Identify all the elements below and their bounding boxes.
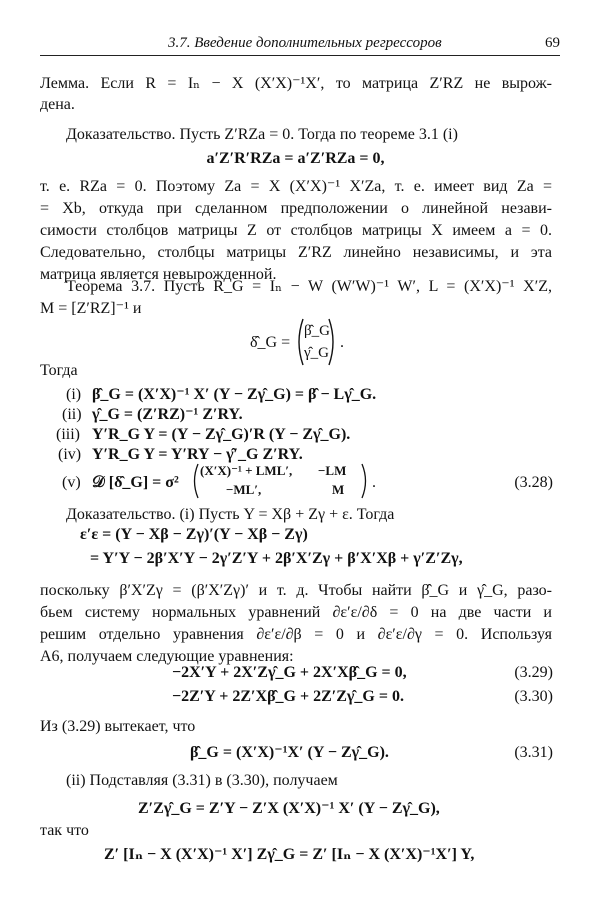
proof2-eq-4: Z′Zγ̂_G = Z′Y − Z′X (X′X)⁻¹ X′ (Y − Zγ̂_G), — [138, 800, 440, 817]
item-label: (iii) — [56, 426, 80, 443]
proof2-line-4: решим отдельно уравнения ∂ε′ε/∂β = 0 и ∂ε′ε/∂γ = 0. Используя — [40, 626, 552, 643]
lemma-line-1: Лемма. Если R = Iₙ − X (X′X)⁻¹X′, то матрица Z′RZ не вырож- — [40, 75, 552, 92]
section-title: 3.7. Введение дополнительных регрессоров — [168, 35, 442, 51]
equation-number: (3.29) — [514, 664, 553, 681]
proof1-line-5: Следовательно, столбцы матрицы Z′RZ линейно независимы, и эта — [40, 244, 552, 261]
then-word: Тогда — [40, 362, 78, 379]
equation-number: (3.30) — [514, 688, 553, 705]
proof2-line-3: бьем систему нормальных уравнений ∂ε′ε/∂δ = 0 на две части и — [40, 604, 552, 621]
item-text: Y′R_G Y = (Y − Zγ̂_G)′R (Y − Zγ̂_G). — [92, 426, 351, 443]
proof2-line-5: A6, получаем следующие уравнения: — [40, 648, 294, 665]
theorem-line-1: Теорема 3.7. Пусть R_G = Iₙ − W (W′W)⁻¹ W′, L = (X′X)⁻¹ X′Z, — [66, 278, 552, 295]
delta-lhs: δ̂_G = — [250, 334, 291, 351]
proof2-line-8: так что — [40, 822, 89, 839]
item-label: (ii) — [62, 406, 82, 423]
lemma-line-2: дена. — [40, 96, 75, 113]
proof1-line-1: Доказательство. Пусть Z′RZa = 0. Тогда по теореме 3.1 (i) — [66, 126, 458, 143]
proof2-eq-2: = Y′Y − 2β′X′Y − 2γ′Z′Y + 2β′X′Zγ + β′X′Xβ + γ′Z′Zγ, — [90, 550, 463, 567]
proof1-line-3: = Xb, откуда при сделанном предположении о линейной незави- — [40, 200, 552, 217]
equation-number: (3.28) — [514, 474, 553, 491]
delta-tail: . — [340, 334, 344, 351]
page-number: 69 — [545, 35, 560, 51]
delta-top: β̂_G — [304, 323, 330, 339]
item-text: Y′R_G Y = Y′RY − γ̂′_G Z′RY. — [92, 446, 303, 463]
matrix-cell: (X′X)⁻¹ + LML′, — [200, 463, 293, 478]
item-text: β̂_G = (X′X)⁻¹ X′ (Y − Zγ̂_G) = β̂ − Lγ̂_G. — [92, 386, 377, 403]
item-label: (i) — [66, 386, 82, 403]
proof1-line-2: т. е. RZa = 0. Поэтому Za = X (X′X)⁻¹ X′Za, т. е. имеет вид Za = — [40, 178, 552, 195]
proof2-line-7: (ii) Подставляя (3.31) в (3.30), получаем — [66, 772, 338, 789]
equation-number: (3.31) — [514, 744, 553, 761]
proof1-equation: a′Z′R′RZa = a′Z′RZa = 0, — [206, 150, 385, 167]
proof2-line-1: Доказательство. (i) Пусть Y = Xβ + Zγ + ε. Тогда — [66, 506, 395, 523]
delta-bottom: γ̂_G — [304, 345, 329, 361]
theorem-line-2: M = [Z′RZ]⁻¹ и — [40, 300, 142, 317]
proof1-line-4: симости столбцов матрицы Z от столбцов матрицы X имеем a = 0. — [40, 222, 552, 239]
equation-3-30: −2Z′Y + 2Z′Xβ̂_G + 2Z′Zγ̂_G = 0. — [172, 688, 404, 705]
item-label: (v) — [62, 474, 81, 491]
running-header — [40, 33, 560, 56]
item-label: (iv) — [58, 446, 82, 463]
matrix-cell: −ML′, — [226, 482, 262, 497]
item-text: γ̂_G = (Z′RZ)⁻¹ Z′RY. — [92, 406, 243, 423]
item-v-lhs: 𝒟 [δ̂_G] = σ² — [92, 474, 179, 491]
equation-3-29: −2X′Y + 2X′Zγ̂_G + 2X′Xβ̂_G = 0, — [172, 664, 407, 681]
matrix-cell: M — [332, 482, 345, 497]
matrix-cell: −LM — [318, 463, 347, 478]
proof2-eq-5: Z′ [Iₙ − X (X′X)⁻¹ X′] Zγ̂_G = Z′ [Iₙ − X (X′X)⁻¹X′] Y, — [104, 846, 475, 863]
item-v-tail: . — [372, 474, 376, 491]
equation-3-31: β̂_G = (X′X)⁻¹X′ (Y − Zγ̂_G). — [190, 744, 389, 761]
proof2-line-6: Из (3.29) вытекает, что — [40, 718, 196, 735]
proof1-line-6: матрица является невырожденной. — [40, 266, 277, 283]
proof2-eq-1: ε′ε = (Y − Xβ − Zγ)′(Y − Xβ − Zγ) — [80, 526, 308, 543]
proof2-line-2: поскольку β′X′Zγ = (β′X′Zγ)′ и т. д. Чтобы найти β̂_G и γ̂_G, разо- — [40, 582, 552, 599]
